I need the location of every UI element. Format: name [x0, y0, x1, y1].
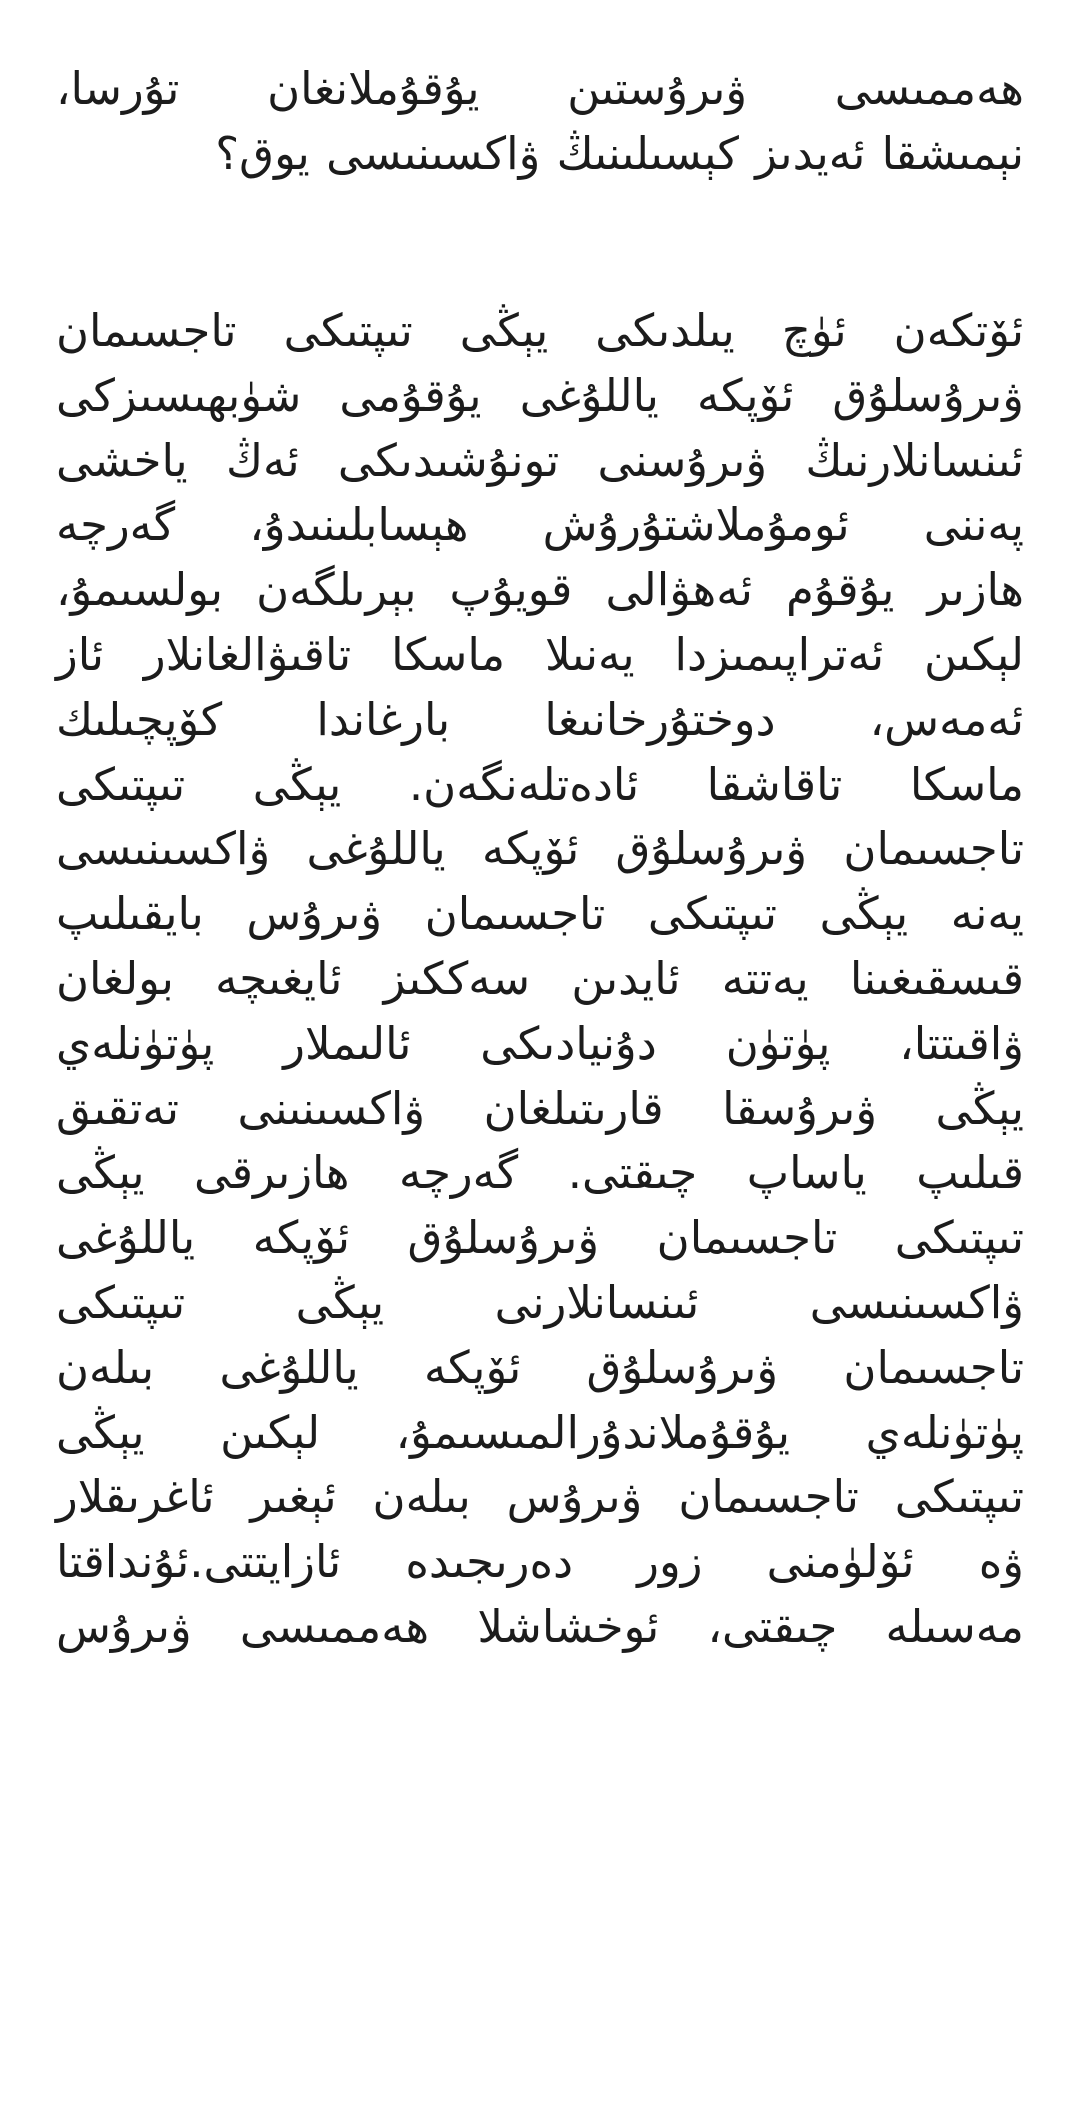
text-line: ھازىر يۇقۇم ئەھۋالى قويۇپ بېرىلگەن بولسىمۇ،: [56, 563, 1024, 617]
article-body: [56, 0, 1024, 2107]
text-line: پۈتۈنلەي يۇقۇملاندۇرالمىسىمۇ، لېكىن يېڭى: [56, 1405, 1024, 1459]
text-line: ئەمەس، دوختۇرخانىغا بارغاندا كۆپچىلىك: [56, 692, 1024, 746]
text-line: ۋە ئۆلۈمنى زور دەرىجىدە ئازايتتى.ئۇنداقتا: [56, 1535, 1024, 1589]
text-line: ماسكا تاقاشقا ئادەتلەنگەن. يېڭى تىپتىكى: [56, 757, 1024, 811]
text-line: تىپتىكى تاجسىمان ۋىرۇس بىلەن ئېغىر ئاغرىقلار: [56, 1470, 1024, 1524]
text-line: يېڭى ۋىرۇسقا قارىتىلغان ۋاكسىنىنى تەتقىق: [56, 1081, 1024, 1135]
text-line: قىسقىغىنا يەتتە ئايدىن سەككىز ئايغىچە بولغان: [56, 951, 1024, 1005]
paragraph-body: [56, 299, 1024, 1660]
text-line: ئىنسانلارنىڭ ۋىرۇسنى تونۇشىدىكى ئەڭ ياخشى: [56, 433, 1024, 487]
text-line: تاجسىمان ۋىرۇسلۇق ئۆپكە ياللۇغى ۋاكسىنىسى: [56, 822, 1024, 876]
text-line: ۋاقىتتا، پۈتۈن دۇنيادىكى ئالىملار پۈتۈنلەي: [56, 1016, 1024, 1070]
text-line: ئۆتكەن ئۈچ يىلدىكى يېڭى تىپتىكى تاجسىمان: [56, 304, 1024, 357]
text-line: نېمىشقا ئەيدىز كېسىلىنىڭ ۋاكسىنىسى يوق؟: [215, 126, 1024, 180]
text-line: مەسىلە چىقتى، ئوخشاشلا ھەممىسى ۋىرۇس: [56, 1599, 1024, 1653]
text-line: قىلىپ ياساپ چىقتى. گەرچە ھازىرقى يېڭى: [56, 1146, 1024, 1200]
text-line: يەنە يېڭى تىپتىكى تاجسىمان ۋىرۇس بايقىلىپ: [56, 887, 1024, 941]
text-line: ۋىرۇسلۇق ئۆپكە ياللۇغى يۇقۇمى شۈبھىسىزكى: [56, 368, 1024, 422]
text-line: تىپتىكى تاجسىمان ۋىرۇسلۇق ئۆپكە ياللۇغى: [56, 1211, 1024, 1265]
text-line: ۋاكسىنىسى ئىنسانلارنى يېڭى تىپتىكى: [56, 1275, 1024, 1329]
text-line: پەننى ئومۇملاشتۇرۇش ھېسابلىنىدۇ، گەرچە: [56, 498, 1024, 552]
paragraph-heading-question: [56, 57, 1024, 187]
text-line: ھەممىسى ۋىرۇستىن يۇقۇملانغان تۇرسا،: [56, 62, 1024, 115]
text-line: تاجسىمان ۋىرۇسلۇق ئۆپكە ياللۇغى بىلەن: [56, 1340, 1024, 1394]
text-line: لېكىن ئەتراپىمىزدا يەنىلا ماسكا تاقىۋالغانلار ئاز: [56, 627, 1024, 681]
